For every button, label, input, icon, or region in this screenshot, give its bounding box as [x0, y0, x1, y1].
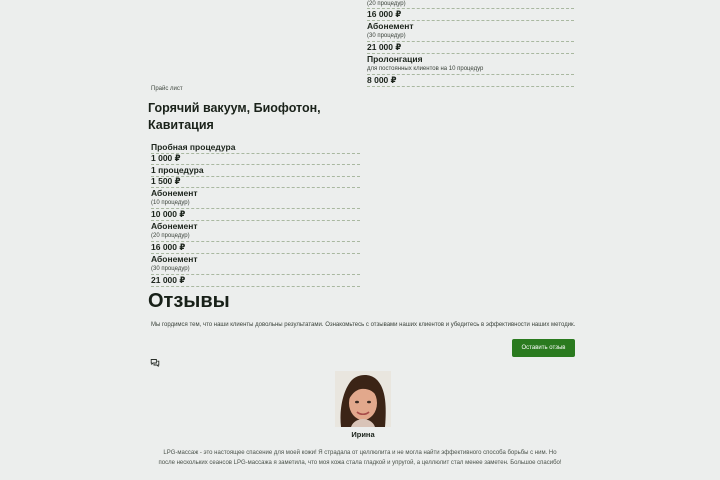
section-title-line: Горячий вакуум, Биофотон,	[148, 101, 321, 115]
price-value: 16 000 ₽	[151, 242, 186, 252]
price-list-continued	[367, 0, 574, 90]
price-row	[151, 254, 360, 275]
price-list-section	[148, 86, 360, 290]
price-row	[151, 153, 360, 165]
price-item-note: (30 процедур)	[151, 266, 190, 272]
pricelist-label: Прайс лист	[151, 86, 183, 92]
price-row	[151, 188, 360, 209]
price-row	[367, 54, 574, 75]
price-row	[151, 176, 360, 188]
price-value: 1 000 ₽	[151, 153, 181, 163]
price-item-name: Абонемент	[151, 221, 198, 231]
price-item-name: Пролонгация	[367, 54, 423, 64]
price-value: 21 000 ₽	[151, 275, 186, 285]
price-row	[367, 42, 574, 54]
reviewer-name: Ирина	[351, 430, 375, 439]
price-value: 16 000 ₽	[367, 9, 402, 19]
price-value: 10 000 ₽	[151, 209, 186, 219]
price-item-note: (20 процедур)	[151, 233, 190, 239]
price-row	[151, 242, 360, 254]
price-row	[367, 9, 574, 21]
reviewer-avatar	[335, 371, 391, 427]
price-row	[367, 21, 574, 42]
price-item-name: Абонемент	[151, 254, 198, 264]
comment-icon[interactable]	[150, 355, 160, 365]
price-row	[367, 0, 574, 9]
price-row	[367, 75, 574, 87]
review-text: LPG-массаж - это настоящее спасение для моей кожи! Я страдала от целлюлита и не могла найти эффективного способа борьбы с ним. Но после нескольких сеансов LPG-массажа я заметила, что моя кожа стала гладкой и упругой, а целлюлит стал менее заметен. Большое спасибо!	[158, 450, 562, 466]
price-row	[151, 221, 360, 242]
price-value: 8 000 ₽	[367, 75, 397, 85]
price-item-name: Пробная процедура	[151, 142, 236, 152]
reviews-heading: Отзывы	[148, 290, 230, 312]
price-row	[151, 209, 360, 221]
reviews-intro: Мы гордимся тем, что наши клиенты довольны результатами. Ознакомьтесь с отзывами наших клиентов и убедитесь в эффективности наших методик.	[151, 322, 576, 328]
price-item-name: Абонемент	[367, 21, 414, 31]
price-item-note: для постоянных клиентов на 10 процедур	[367, 66, 484, 72]
price-value: 21 000 ₽	[367, 42, 402, 52]
price-item-name: Абонемент	[151, 188, 198, 198]
price-item-name: 1 процедура	[151, 165, 204, 175]
section-title-line: Кавитация	[148, 118, 214, 132]
price-item-note: (10 процедур)	[151, 200, 190, 206]
price-item-note: (20 процедур)	[367, 1, 406, 7]
section-title	[148, 100, 360, 134]
price-item-note: (30 процедур)	[367, 33, 406, 39]
leave-review-button[interactable]: Оставить отзыв	[512, 339, 575, 357]
price-row	[151, 275, 360, 287]
price-value: 1 500 ₽	[151, 176, 181, 186]
